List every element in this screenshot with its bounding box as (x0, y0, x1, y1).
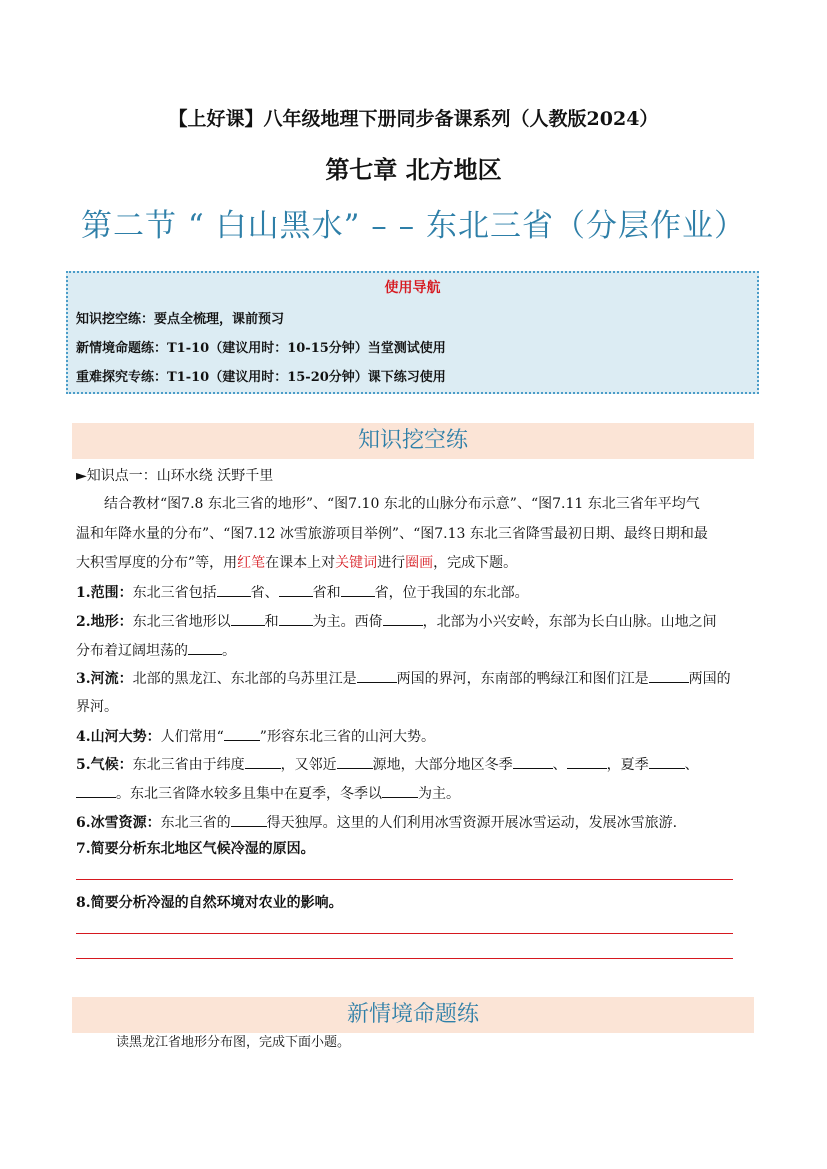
question-5: 5.气候：东北三省由于纬度 ，又邻近 源地，大部分地区冬季 、 ，夏季 、 (76, 754, 756, 775)
answer-blank[interactable] (224, 726, 260, 741)
answer-blank[interactable] (649, 754, 685, 769)
answer-blank[interactable] (188, 640, 222, 655)
answer-line[interactable] (76, 879, 733, 880)
series-title: 【上好课】八年级地理下册同步备课系列（人教版2024） (168, 108, 659, 130)
answer-blank[interactable] (383, 611, 423, 626)
section-band-knowledge (72, 423, 754, 459)
answer-blank[interactable] (231, 611, 265, 626)
answer-blank[interactable] (245, 754, 281, 769)
answer-blank[interactable] (231, 812, 267, 827)
answer-blank[interactable] (382, 783, 418, 798)
section-band-title: 新情境命题练 (346, 1002, 479, 1027)
question-3: 3.河流：北部的黑龙江、东北部的乌苏里江是 两国的界河，东南部的鸭绿江和图们江是 两国的 (76, 668, 756, 689)
intro-text: 大积雪厚度的分布”等，用红笔在课本上对关键词进行圈画，完成下题。 (76, 555, 518, 571)
answer-blank[interactable] (513, 754, 553, 769)
question-3-cont: 界河。 (76, 699, 118, 715)
question-2-cont: 分布着辽阔坦荡的 。 (76, 640, 756, 661)
answer-blank[interactable] (337, 754, 373, 769)
question-6: 6.冰雪资源：东北三省的 得天独厚。这里的人们利用冰雪资源开展冰雪运动，发展冰雪旅游. (76, 812, 756, 833)
knowledge-point: ►知识点一：山环水绕 沃野千里 (76, 468, 274, 484)
answer-blank[interactable] (217, 582, 251, 597)
guide-line: 新情境命题练：T1-10（建议用时：10-15分钟）当堂测试使用 (76, 341, 446, 356)
usage-guide-title: 使用导航 (384, 280, 441, 296)
question-7: 7.简要分析东北地区气候冷湿的原因。 (76, 841, 315, 857)
highlight-text: 圈画 (405, 555, 434, 571)
highlight-text: 关键词 (335, 555, 378, 571)
section-band-title: 知识挖空练 (357, 428, 468, 453)
answer-blank[interactable] (279, 582, 313, 597)
guide-line: 知识挖空练：要点全梳理，课前预习 (76, 312, 285, 327)
question-5-cont: 。东北三省降水较多且集中在夏季，冬季以 为主。 (76, 783, 756, 804)
section-title: 第二节 “ 白山黑水” – – 东北三省（分层作业） (81, 208, 746, 244)
guide-line: 重难探究专练：T1-10（建议用时：15-20分钟）课下练习使用 (76, 370, 446, 385)
question-8: 8.简要分析冷湿的自然环境对农业的影响。 (76, 895, 343, 911)
chapter-title: 第七章 北方地区 (325, 155, 502, 184)
answer-line[interactable] (76, 958, 733, 959)
answer-blank[interactable] (649, 668, 689, 683)
answer-blank[interactable] (567, 754, 607, 769)
question-2: 2.地形：东北三省地形以 和 为主。西倚 ，北部为小兴安岭，东部为长白山脉。山地之间 (76, 611, 756, 632)
usage-guide-box (66, 271, 759, 394)
answer-line[interactable] (76, 933, 733, 934)
answer-blank[interactable] (279, 611, 313, 626)
answer-blank[interactable] (341, 582, 375, 597)
intro-text: 温和年降水量的分布”、“图7.12 冰雪旅游项目举例”、“图7.13 东北三省降雪最初日期、最终日期和最 (76, 526, 708, 542)
answer-blank[interactable] (357, 668, 397, 683)
question-1: 1.范围：东北三省包括 省、 省和 省，位于我国的东北部。 (76, 582, 756, 603)
answer-blank[interactable] (76, 783, 116, 798)
intro-text: 结合教材“图7.8 东北三省的地形”、“图7.10 东北的山脉分布示意”、“图7.11 东北三省年平均气 (104, 496, 700, 512)
highlight-text: 红笔 (237, 555, 266, 571)
instruction-text: 读黑龙江省地形分布图，完成下面小题。 (116, 1035, 351, 1050)
question-4: 4.山河大势：人们常用“ ”形容东北三省的山河大势。 (76, 726, 756, 747)
section-band-new-situation (72, 997, 754, 1033)
